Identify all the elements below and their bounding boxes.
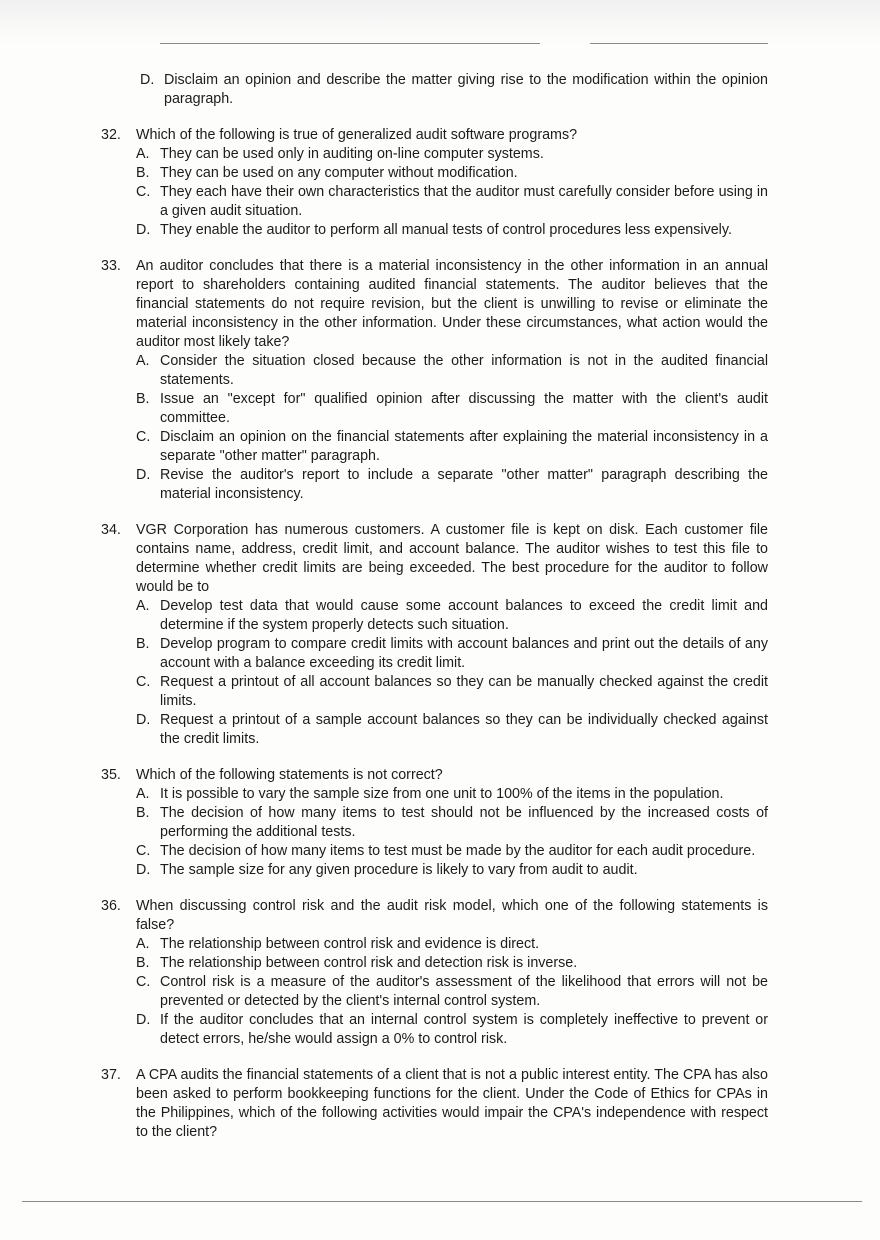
question-32 bbox=[0, 126, 880, 240]
choice-letter: D. bbox=[136, 862, 151, 878]
question-stem: VGR Corporation has numerous customers. A customer file is kept on disk. Each customer file contains name, address, credit limit, and account balance. The auditor wishes to test this file to determine whether credit limits are being exceeded. The best procedure for the auditor to follow would be to bbox=[136, 522, 768, 595]
choice-text: Request a printout of a sample account balances so they can be individually checked against the credit limits. bbox=[160, 712, 768, 747]
continued-choice bbox=[0, 71, 880, 109]
choice-text: Develop test data that would cause some account balances to exceed the credit limit and determine if the system properly detects such situation. bbox=[160, 598, 768, 633]
choice-letter: C. bbox=[136, 974, 151, 990]
question-number: 33. bbox=[101, 258, 121, 274]
choice-letter: D. bbox=[136, 712, 151, 728]
choice bbox=[136, 164, 768, 183]
question-37 bbox=[0, 1066, 880, 1142]
choice bbox=[136, 635, 768, 673]
choice-letter: D. bbox=[136, 222, 151, 238]
footer-rule bbox=[22, 1201, 862, 1202]
choice-text: Disclaim an opinion on the financial statements after explaining the material inconsistency in a separate "other matter" paragraph. bbox=[160, 429, 768, 464]
choice bbox=[136, 597, 768, 635]
choice-text: The relationship between control risk and detection risk is inverse. bbox=[160, 955, 578, 971]
choice-text: Develop program to compare credit limits with account balances and print out the details of any account with a balance exceeding its credit limit. bbox=[160, 636, 768, 671]
choice bbox=[136, 711, 768, 749]
choice-letter: C. bbox=[136, 674, 151, 690]
question-stem: Which of the following statements is not correct? bbox=[136, 767, 443, 783]
header-rule bbox=[590, 43, 768, 44]
question-number: 37. bbox=[101, 1067, 121, 1083]
choice bbox=[136, 861, 768, 880]
choice bbox=[136, 673, 768, 711]
choice-text: The sample size for any given procedure is likely to vary from audit to audit. bbox=[160, 862, 638, 878]
choice-letter: C. bbox=[136, 429, 151, 445]
choice bbox=[136, 935, 768, 954]
choice-text: If the auditor concludes that an internal control system is completely ineffective to prevent or detect errors, he/she would assign a 0% to control risk. bbox=[160, 1012, 768, 1047]
choice-letter: D. bbox=[136, 1012, 151, 1028]
exam-page bbox=[0, 71, 880, 1159]
choice-letter: B. bbox=[136, 636, 150, 652]
choice bbox=[136, 221, 768, 240]
choice-text: Control risk is a measure of the auditor's assessment of the likelihood that errors will not be prevented or detected by the client's internal control system. bbox=[160, 974, 768, 1009]
choice-letter: A. bbox=[136, 936, 150, 952]
choice-text: The decision of how many items to test should not be influenced by the increased costs of performing the additional tests. bbox=[160, 805, 768, 840]
choice bbox=[136, 145, 768, 164]
question-stem: An auditor concludes that there is a material inconsistency in the other information in an annual report to shareholders containing audited financial statements. The auditor believes that the financial statements do not require revision, but the client is unwilling to revise or eliminate the material inconsistency in the other information. Under these circumstances, what action would the auditor most likely take? bbox=[136, 258, 768, 350]
question-number: 32. bbox=[101, 127, 121, 143]
choice-letter: D. bbox=[136, 467, 151, 483]
choice-letter: A. bbox=[136, 598, 150, 614]
question-list bbox=[0, 126, 880, 1142]
choice bbox=[136, 785, 768, 804]
choice-text: Revise the auditor's report to include a separate "other matter" paragraph describing the material inconsistency. bbox=[160, 467, 768, 502]
choice-letter: A. bbox=[136, 786, 150, 802]
choice-text: They enable the auditor to perform all manual tests of control procedures less expensively. bbox=[160, 222, 732, 238]
choice bbox=[136, 352, 768, 390]
choice-letter: C. bbox=[136, 843, 151, 859]
question-stem: When discussing control risk and the audit risk model, which one of the following statements is false? bbox=[136, 898, 768, 933]
choice-text: The relationship between control risk and evidence is direct. bbox=[160, 936, 540, 952]
question-34 bbox=[0, 521, 880, 749]
choice bbox=[136, 842, 768, 861]
choice-letter: A. bbox=[136, 353, 150, 369]
choice-letter: B. bbox=[136, 391, 150, 407]
question-stem: Which of the following is true of generalized audit software programs? bbox=[136, 127, 578, 143]
question-35 bbox=[0, 766, 880, 880]
choice-text: They can be used only in auditing on-line computer systems. bbox=[160, 146, 544, 162]
choice bbox=[136, 466, 768, 504]
choice-text: Disclaim an opinion and describe the matter giving rise to the modification within the opinion paragraph. bbox=[164, 72, 768, 107]
choice bbox=[140, 71, 768, 109]
choice bbox=[136, 428, 768, 466]
choice-text: Consider the situation closed because the other information is not in the audited financial statements. bbox=[160, 353, 768, 388]
choice-text: Request a printout of all account balances so they can be manually checked against the credit limits. bbox=[160, 674, 768, 709]
question-number: 35. bbox=[101, 767, 121, 783]
header-rule bbox=[160, 43, 540, 44]
choice-letter: B. bbox=[136, 165, 150, 181]
choice bbox=[136, 804, 768, 842]
choice-letter: C. bbox=[136, 184, 151, 200]
question-36 bbox=[0, 897, 880, 1049]
choice bbox=[136, 973, 768, 1011]
choice-letter: A. bbox=[136, 146, 150, 162]
choice-text: Issue an "except for" qualified opinion after discussing the matter with the client's audit committee. bbox=[160, 391, 768, 426]
scan-shadow bbox=[0, 0, 880, 44]
choice-letter: B. bbox=[136, 805, 150, 821]
choice-text: They can be used on any computer without modification. bbox=[160, 165, 518, 181]
choice bbox=[136, 954, 768, 973]
choice-letter: B. bbox=[136, 955, 150, 971]
choice-text: The decision of how many items to test must be made by the auditor for each audit procedure. bbox=[160, 843, 756, 859]
choice-letter: D. bbox=[140, 72, 155, 88]
question-stem: A CPA audits the financial statements of a client that is not a public interest entity. The CPA has also been asked to perform bookkeeping functions for the client. Under the Code of Ethics for CPAs in the Philippines, which of the following activities would impair the CPA's independence with respect to the client? bbox=[136, 1067, 768, 1140]
choice bbox=[136, 1011, 768, 1049]
choice bbox=[136, 390, 768, 428]
question-number: 36. bbox=[101, 898, 121, 914]
choice-text: It is possible to vary the sample size from one unit to 100% of the items in the population. bbox=[160, 786, 724, 802]
choice-text: They each have their own characteristics that the auditor must carefully consider before using in a given audit situation. bbox=[160, 184, 768, 219]
question-number: 34. bbox=[101, 522, 121, 538]
choice bbox=[136, 183, 768, 221]
question-33 bbox=[0, 257, 880, 504]
